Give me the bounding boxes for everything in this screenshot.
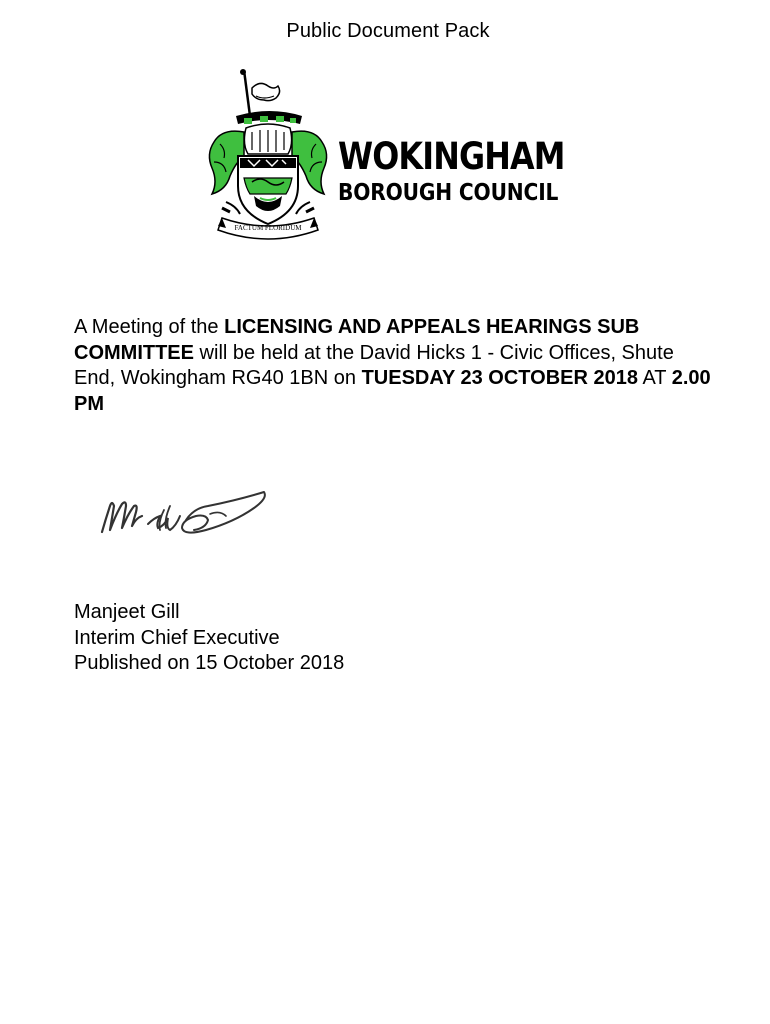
council-crest-logo <box>200 66 336 242</box>
committee-name: LICENSING AND APPEALS HEARINGS SUB COMMITTEE <box>74 316 640 364</box>
signatory-block <box>74 600 344 677</box>
document-header-label: Public Document Pack <box>286 20 490 42</box>
published-date: Published on 15 October 2018 <box>74 652 345 674</box>
notice-text-intro: A Meeting of the <box>74 316 225 338</box>
meeting-date: TUESDAY 23 OCTOBER 2018 <box>361 367 638 389</box>
signatory-title: Interim Chief Executive <box>74 626 280 649</box>
crest-motto-text: FACTUM FLORIDUM <box>234 224 302 232</box>
meeting-time: 2.00 PM <box>74 367 711 415</box>
council-name-line2: BOROUGH COUNCIL <box>338 178 559 206</box>
handwritten-signature <box>90 470 280 560</box>
meeting-notice <box>74 315 714 417</box>
signatory-name: Manjeet Gill <box>74 601 180 623</box>
council-name-line1: WOKINGHAM <box>338 135 565 178</box>
council-wordmark <box>338 135 601 206</box>
notice-text-at: AT <box>637 367 672 389</box>
notice-text-venue: will be held at the David Hicks 1 - Civic Offices, Shute End, Wokingham RG40 1BN on <box>74 341 674 389</box>
